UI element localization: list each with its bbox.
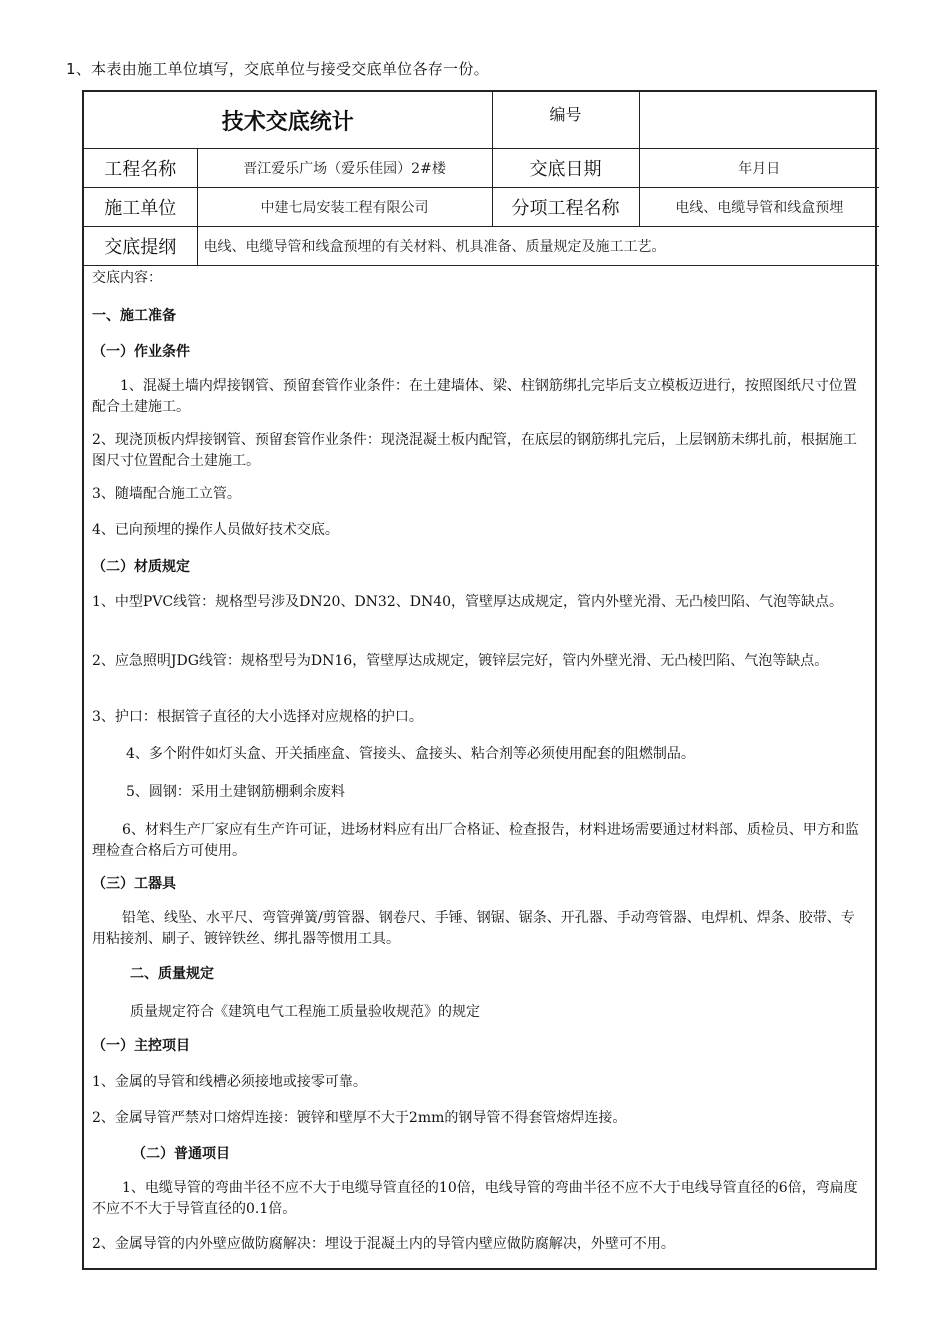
paragraph: 5、圆钢：采用土建钢筋棚剩余废料 [126, 784, 345, 800]
serial-label: 编号 [492, 92, 639, 149]
paragraph: 1、电缆导管的弯曲半径不应不大于电缆导管直径的10倍，电线导管的弯曲半径不应不大于电线导管直径的6倍，弯扁度不应不不大于导管直径的0.1倍。 [92, 1180, 858, 1217]
subsection-heading: （二）材质规定 [92, 559, 190, 575]
sub-project-label: 分项工程名称 [492, 188, 639, 227]
paragraph: 1、金属的导管和线槽必须接地或接零可靠。 [92, 1074, 367, 1090]
paragraph: 质量规定符合《建筑电气工程施工质量验收规范》的规定 [130, 1004, 480, 1020]
subsection-heading: （一）作业条件 [92, 344, 190, 360]
serial-value [639, 92, 879, 149]
handover-date-value: 年月日 [639, 149, 879, 188]
subsection-heading: （一）主控项目 [92, 1038, 190, 1054]
subsection-heading: （三）工器具 [92, 876, 176, 892]
paragraph: 2、金属导管的内外壁应做防腐解决：埋设于混凝土内的导管内壁应做防腐解决，外壁可不用。 [92, 1236, 675, 1252]
section-heading: 二、质量规定 [130, 966, 214, 982]
paragraph: 2、应急照明JDG线管：规格型号为DN16，管壁厚达成规定，镀锌层完好，管内外壁光滑、无凸棱凹陷、气泡等缺点。 [92, 653, 829, 669]
content-intro: 交底内容： [92, 270, 162, 286]
contractor-value: 中建七局安装工程有限公司 [197, 188, 492, 227]
handover-form [82, 90, 877, 1270]
section-heading: 一、施工准备 [92, 308, 176, 324]
contractor-label: 施工单位 [84, 188, 197, 227]
paragraph: 1、混凝土墙内焊接钢管、预留套管作业条件：在土建墙体、梁、柱钢筋绑扎完毕后支立模板迈进行，按照图纸尺寸位置配合土建施工。 [92, 378, 857, 415]
subsection-heading: （二）普通项目 [132, 1146, 230, 1162]
project-name-label: 工程名称 [84, 149, 197, 188]
paragraph: 1、中型PVC线管：规格型号涉及DN20、DN32、DN40，管壁厚达成规定，管内外壁光滑、无凸棱凹陷、气泡等缺点。 [92, 594, 844, 610]
paragraph: 6、材料生产厂家应有生产许可证，进场材料应有出厂合格证、检查报告，材料进场需要通过材料部、质检员、甲方和监理检查合格后方可使用。 [92, 822, 859, 859]
paragraph: 2、金属导管严禁对口熔焊连接：镀锌和壁厚不大于2mm的钢导管不得套管熔焊连接。 [92, 1110, 627, 1126]
form-title: 技术交底统计 [84, 92, 492, 149]
paragraph: 3、随墙配合施工立管。 [92, 486, 241, 502]
paragraph: 铅笔、线坠、水平尺、弯管弹簧/剪管器、钢卷尺、手锤、钢锯、锯条、开孔器、手动弯管器、电焊机、焊条、胶带、专用粘接剂、刷子、镀锌铁丝、绑扎器等惯用工具。 [92, 910, 855, 947]
project-name-value: 晋江爱乐广场（爱乐佳园）2#楼 [197, 149, 492, 188]
outline-value: 电线、电缆导管和线盒预埋的有关材料、机具准备、质量规定及施工工艺。 [197, 227, 879, 266]
handover-date-label: 交底日期 [492, 149, 639, 188]
paragraph: 3、护口：根据管子直径的大小选择对应规格的护口。 [92, 709, 423, 725]
paragraph: 4、多个附件如灯头盒、开关插座盒、管接头、盒接头、粘合剂等必须使用配套的阻燃制品。 [126, 746, 695, 762]
header-table [84, 92, 879, 266]
outline-label: 交底提纲 [84, 227, 197, 266]
sub-project-value: 电线、电缆导管和线盒预埋 [639, 188, 879, 227]
paragraph: 4、已向预埋的操作人员做好技术交底。 [92, 522, 339, 538]
paragraph: 2、现浇顶板内焊接钢管、预留套管作业条件：现浇混凝土板内配管，在底层的钢筋绑扎完后，上层钢筋未绑扎前，根据施工图尺寸位置配合土建施工。 [92, 432, 857, 469]
form-note: 1、本表由施工单位填写，交底单位与接受交底单位各存一份。 [66, 60, 489, 78]
